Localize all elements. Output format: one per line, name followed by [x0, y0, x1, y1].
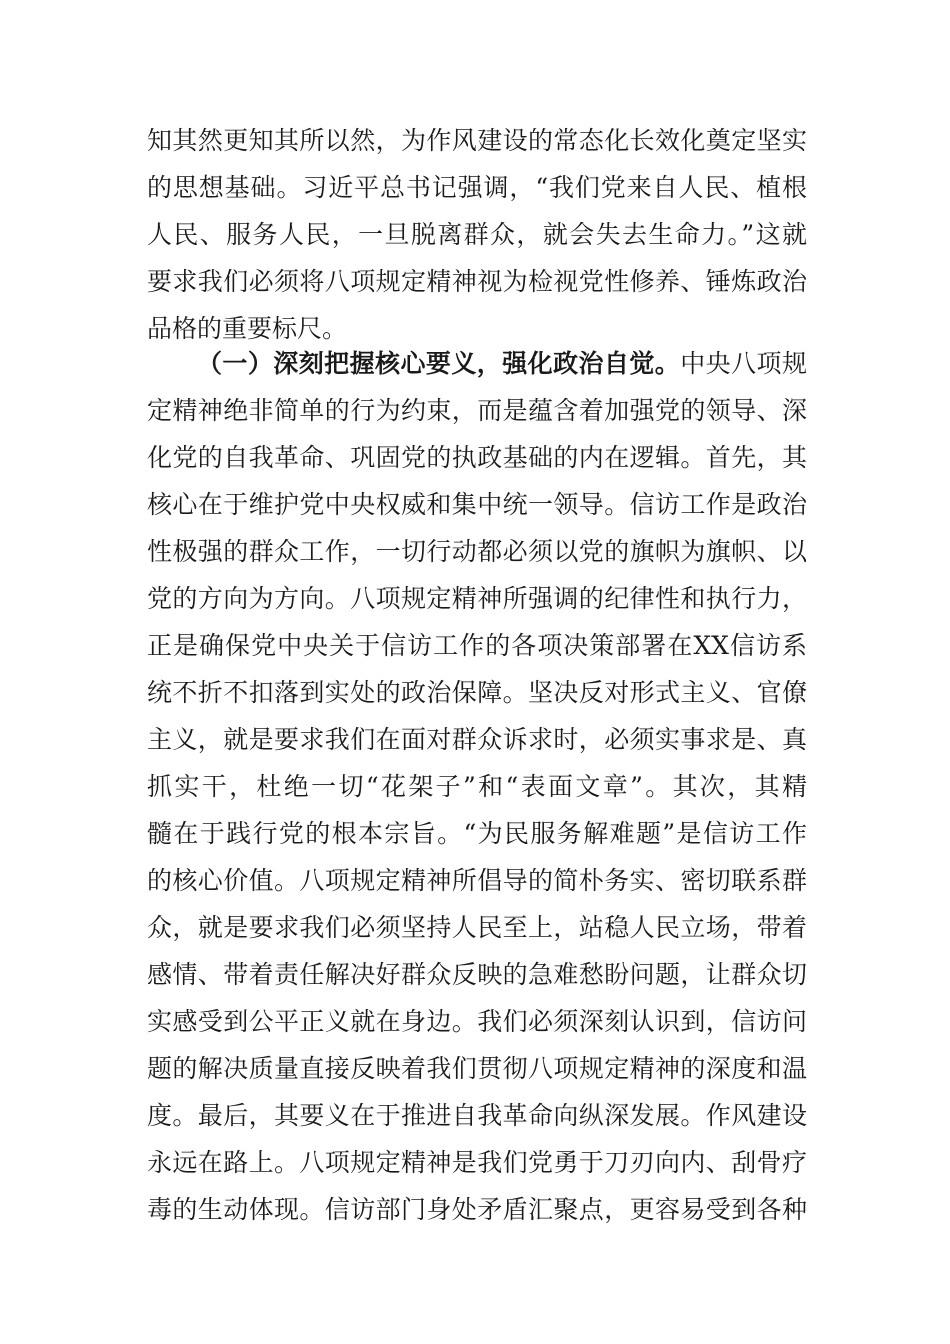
paragraph-line: 髓在于践行党的根本宗旨。“为民服务解难题”是信访工作 [147, 819, 807, 848]
paragraph-line: 抓实干，杜绝一切“花架子”和“表面文章”。其次，其精 [147, 772, 807, 801]
paragraph-line: 的核心价值。八项规定精神所倡导的简朴务实、密切联系群 [147, 866, 807, 895]
paragraph-line: 感情、带着责任解决好群众反映的急难愁盼问题，让群众切 [147, 960, 807, 989]
section-heading: （一）深刻把握核心要义，强化政治自觉。 [197, 349, 681, 378]
paragraph-line: 党的方向为方向。八项规定精神所强调的纪律性和执行力， [147, 584, 807, 613]
paragraph-line: 要求我们必须将八项规定精神视为检视党性修养、锤炼政治 [147, 267, 807, 296]
paragraph-line: 实感受到公平正义就在身边。我们必须深刻认识到，信访问 [147, 1007, 807, 1036]
paragraph-line: 毒的生动体现。信访部门身处矛盾汇聚点，更容易受到各种 [147, 1195, 807, 1224]
paragraph-line: 核心在于维护党中央权威和集中统一领导。信访工作是政治 [147, 490, 807, 519]
paragraph-line: 知其然更知其所以然，为作风建设的常态化长效化奠定坚实 [147, 126, 807, 155]
section-heading-line [197, 346, 807, 382]
paragraph-line: 正是确保党中央关于信访工作的各项决策部署在XX信访系 [147, 631, 807, 660]
paragraph-line: 题的解决质量直接反映着我们贯彻八项规定精神的深度和温 [147, 1054, 807, 1083]
paragraph-line: 定精神绝非简单的行为约束，而是蕴含着加强党的领导、深 [147, 396, 807, 425]
paragraph-line: 众，就是要求我们必须坚持人民至上，站稳人民立场，带着 [147, 913, 807, 942]
paragraph-line: 度。最后，其要义在于推进自我革命向纵深发展。作风建设 [147, 1101, 807, 1130]
paragraph-line: 的思想基础。习近平总书记强调，“我们党来自人民、植根 [147, 173, 807, 202]
paragraph-line: 性极强的群众工作，一切行动都必须以党的旗帜为旗帜、以 [147, 537, 807, 566]
paragraph-line: 主义，就是要求我们在面对群众诉求时，必须实事求是、真 [147, 725, 807, 754]
paragraph-line: 人民、服务人民，一旦脱离群众，就会失去生命力。”这就 [147, 220, 807, 249]
paragraph-line: 化党的自我革命、巩固党的执政基础的内在逻辑。首先，其 [147, 443, 807, 472]
paragraph-line: 中央八项规 [680, 349, 807, 378]
paragraph-line: 品格的重要标尺。 [147, 314, 348, 343]
paragraph-line: 永远在路上。八项规定精神是我们党勇于刀刃向内、刮骨疗 [147, 1148, 807, 1177]
paragraph-line: 统不折不扣落到实处的政治保障。坚决反对形式主义、官僚 [147, 678, 807, 707]
